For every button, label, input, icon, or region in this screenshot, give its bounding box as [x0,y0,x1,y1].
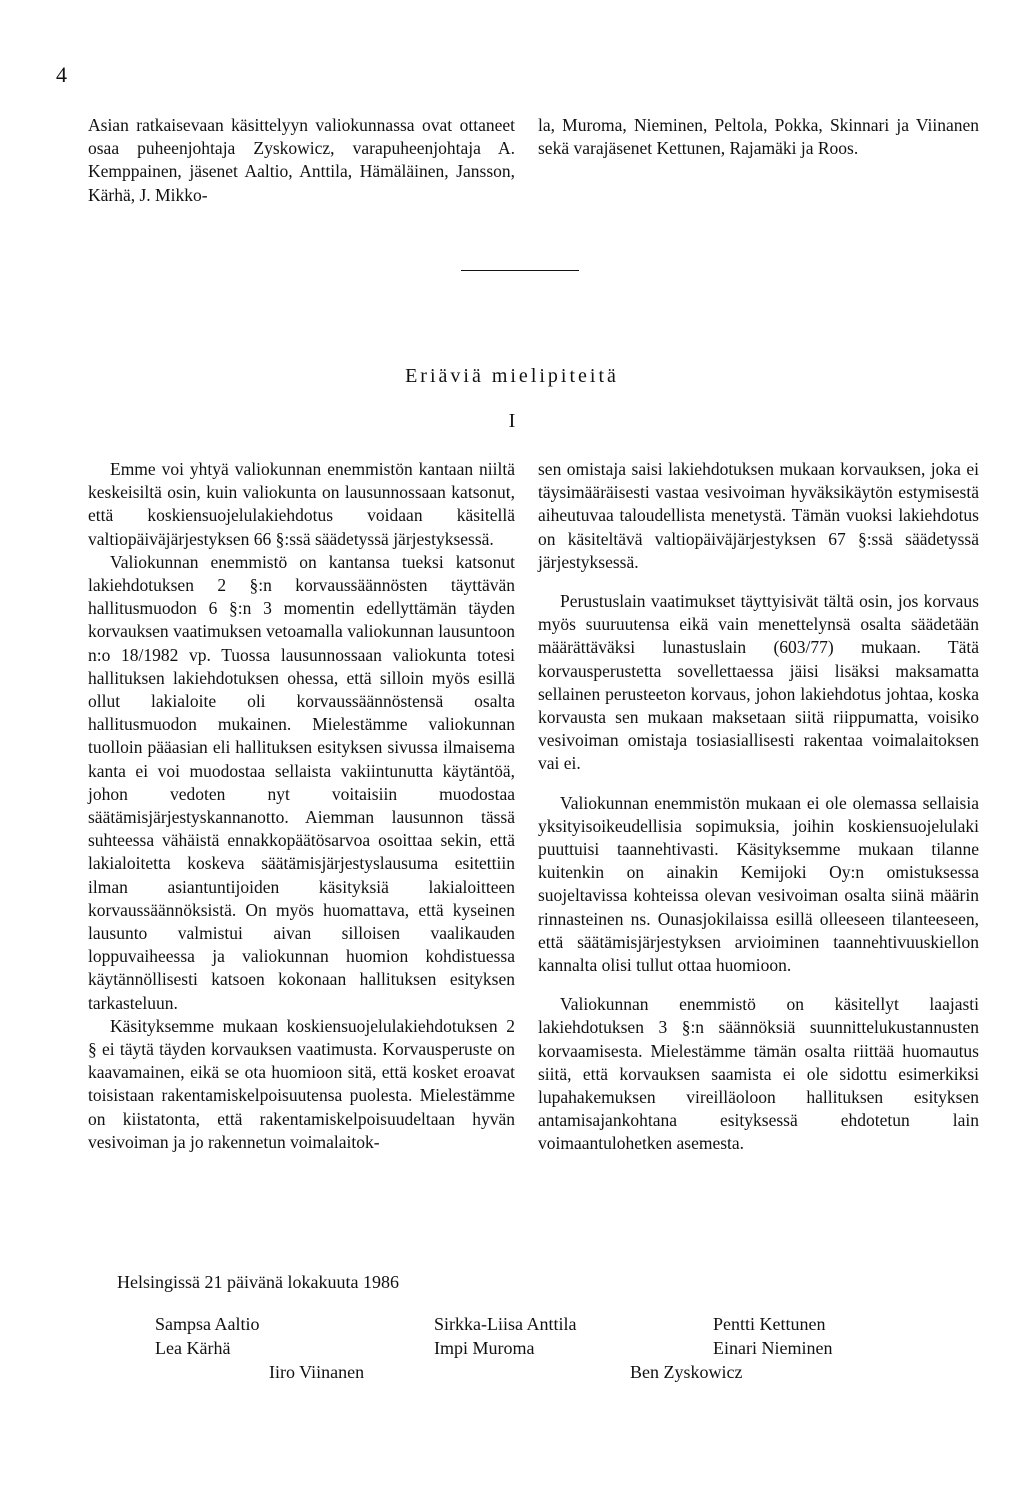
signatory-name: Einari Nieminen [713,1338,833,1358]
signatory-name: Sampsa Aaltio [155,1314,260,1334]
signatory-name: Lea Kärhä [155,1338,231,1358]
left-paragraph: Valiokunnan enemmistö on kantansa tueksi katsonut lakiehdotuksen 2 §:n korvaussäännösten täyttävän hallitusmuodon 6 §:n 3 momentin edellyttämän täyden korvauksen vaatimuksen vetoamalla valiokunnan lausuntoon n:o 18/1982 vp. Tuossa lausunnossaan valiokunta totesi hallituksen lakiehdotuksen ohessa, että silloin myös esillä ollut lakialoite oli korvaussäännöstensä osalta hallitusmuodon mukainen. Mielestämme valiokunnan tuolloin pääasian eli hallituksen esityksen sivussa ilmaisema kanta ei voi muodostaa sellaista vakiintunutta käytäntöä, johon vedoten nyt voitaisiin muodostaa säätämisjärjestyskannanotto. Aiemman lausunnon tässä suhteessa vähäistä ennakkopäätösarvoa osoittaa sekin, että lakialoitetta koskeva säätämisjärjestyslausuma esitettiin ilman asiantuntijoiden käsityksiä lakialoitteen korvaussäännöksistä. On myös huomattava, että kyseinen lausunto valmistui aivan silloisen vaalikauden loppuvaiheessa ja valiokunnan huomion kohdistuessa käytännöllisesti katsoen kokonaan hallituksen esityksen tarkasteluun. [88,551,515,1013]
signatory-name: Pentti Kettunen [713,1314,826,1334]
intro-left-text: Asian ratkaisevaan käsittelyyn valiokunnassa ovat ottaneet osaa puheenjohtaja Zyskowicz, varapuheenjohtaja A. Kemppainen, jäsenet Aaltio, Anttila, Hämäläinen, Jansson, Kärhä, J. Mikko- [88,115,515,205]
signatory-name: Iiro Viinanen [269,1362,365,1382]
intro-right-paragraph [538,114,979,160]
section-number: I [508,410,516,432]
right-paragraph: sen omistaja saisi lakiehdotuksen mukaan korvauksen, joka ei täysimääräisesti vastaa vesivoiman hyväksikäytön estymisestä aiheutuvaa taloudellista menetystä. Tämän vuoksi lakiehdotus on käsiteltävä valtiopäiväjärjestyksen 67 §:ssä säädetyssä järjestyksessä. [538,459,979,572]
right-paragraph: Valiokunnan enemmistön mukaan ei ole olemassa sellaisia yksityisoikeudellisia sopimuksia, joihin koskiensuojelulaki puuttuisi taannehtivasti. Käsityksemme mukaan tilanne kuitenkin on ainakin Kemijoki Oy:n omistuksessa suojeltavissa kohteissa olevan vesivoiman osalta siinä määrin rinnasteinen ns. Ounasjokilaissa esillä olleeseen tilanteeseen, että säätämisjärjestyksen arvioiminen taannehtivuuskiellon kannalta olisi tullut ottaa huomioon. [538,792,979,976]
section-divider [461,270,579,271]
page-number: 4 [56,62,67,87]
right-paragraph: Valiokunnan enemmistö on käsitellyt laajasti lakiehdotuksen 3 §:n säännöksiä suunnittelukustannusten korvaamisesta. Mielestämme tämän osalta riittää huomautus siitä, että korvauksen saamista ei ole sidottu esimerkiksi lupahakemuksen vireilläoloon hallituksen esityksen antamisajankohtana esityksessä ehdotetun lain voimaantulohetken asemesta. [538,994,979,1154]
right-paragraph: Perustuslain vaatimukset täyttyisivät tältä osin, jos korvaus myös suuruutensa eikä vain menettelynsä osalta säädetään määrättäväksi lunastuslain (603/77) mukaan. Tätä korvausperustetta sovellettaessa jäisi lisäksi maksamatta sellainen perusteeton korvaus, johon lakiehdotus johtaa, koska korvausta sen mukaan maksetaan siitä riippumatta, voisiko vesivoiman omistaja tosiasiallisesti rakentaa voimalaitoksen vai ei. [538,591,979,774]
intro-right-text: la, Muroma, Nieminen, Peltola, Pokka, Skinnari ja Viinanen sekä varajäsenet Kettunen, Rajamäki ja Roos. [538,115,979,159]
right-column [538,458,979,1156]
intro-left-paragraph [88,114,515,207]
left-paragraph: Käsityksemme mukaan koskiensuojelulakiehdotuksen 2 § ei täytä täyden korvauksen vaatimusta. Korvausperuste on kaavamainen, eikä se ota huomioon sitä, että kosket eroavat toisistaan rakentamiskelpoisuutensa puolesta. Mielestämme on kiistatonta, että rakentamiskelpoisuudeltaan hyvän vesivoiman ja jo rakennetun voimalaitok- [88,1015,515,1152]
signatory-name: Sirkka-Liisa Anttila [434,1314,577,1334]
signatory-name: Ben Zyskowicz [630,1362,743,1382]
signatory-name: Impi Muroma [434,1338,535,1358]
left-column [88,458,515,1154]
place-date: Helsingissä 21 päivänä lokakuuta 1986 [117,1272,399,1292]
section-heading: Eriäviä mielipiteitä [405,365,619,387]
left-paragraph: Emme voi yhtyä valiokunnan enemmistön kantaan niiltä keskeisiltä osin, kuin valiokunta on lausunnossaan katsonut, että koskiensuojelulakiehdotus voidaan käsitellä valtiopäiväjärjestyksen 66 §:ssä säädetyssä järjestyksessä. [88,459,515,549]
